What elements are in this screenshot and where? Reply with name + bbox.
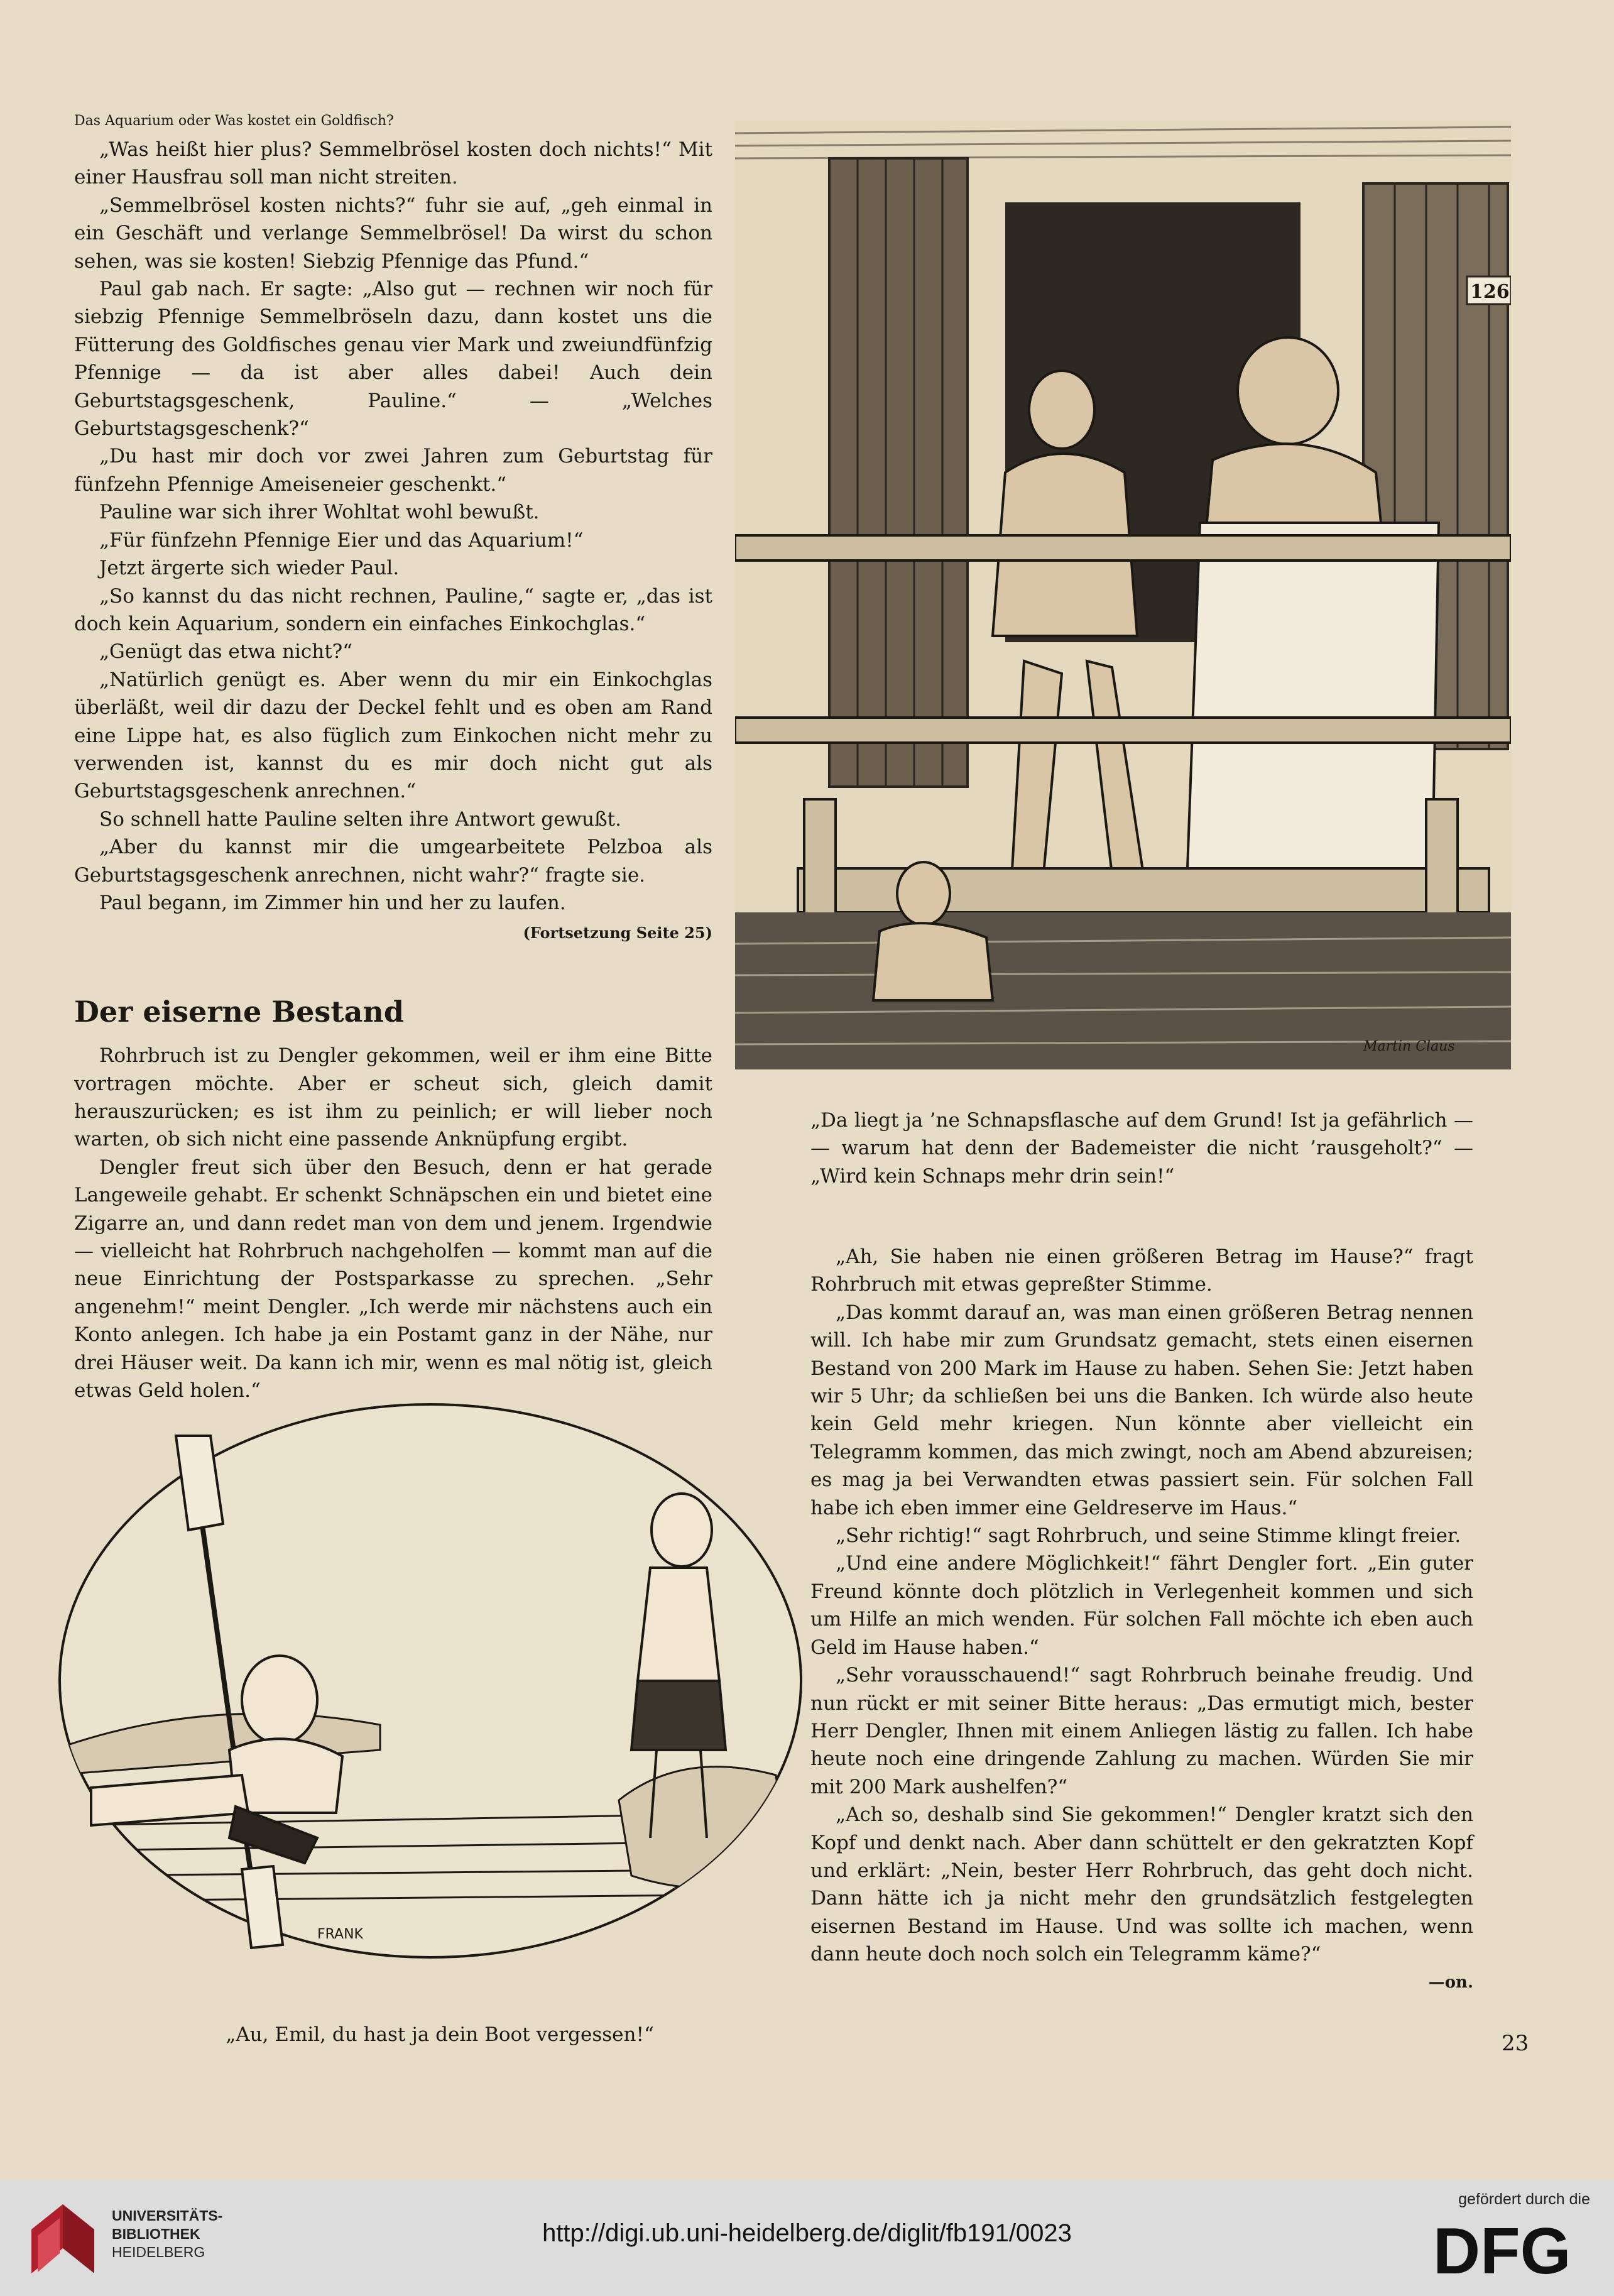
illustration-caption: „Da liegt ja ’ne Schnapsflasche auf dem Grund! Ist ja gefährlich — — warum hat denn der Bademeister die nicht ’rausgeholt?“ — „Wird kein Schnaps mehr drin sein!“	[810, 1109, 1473, 1188]
continuation-note: (Fortsetzung Seite 25)	[523, 924, 712, 943]
article-paragraph: Dengler freut sich über den Besuch, denn er hat gerade Langeweile gehabt. Er schenkt Schnäpschen ein und bietet eine Zigarre an, und dann redet man von dem und jenem. Irgendwie — vielleicht hat Rohrbruch nachgeholfen — kommt man auf die neue Einrichtung der Postsparkasse zu sprechen. „Sehr angenehm!“ meint Dengler. „Ich werde mir nächstens auch ein Konto anlegen. Ich habe ja ein Postamt ganz in der Nähe, nur drei Häuser weit. Da kann ich mir, wenn es mal nötig ist, gleich etwas Geld holen.“	[74, 1156, 712, 1402]
artist-signature: Martin Claus	[1363, 1039, 1455, 1054]
story-paragraph: Jetzt ärgerte sich wieder Paul.	[99, 557, 400, 580]
story-paragraph: „Genügt das etwa nicht?“	[99, 640, 353, 664]
permalink-url[interactable]: http://digi.ub.uni-heidelberg.de/diglit/fb191/0023	[542, 2219, 1072, 2247]
cabin-number: 126	[1470, 281, 1510, 303]
page-number: 23	[1502, 2031, 1529, 2056]
running-header: Das Aquarium oder Was kostet ein Goldfisch?	[74, 113, 394, 129]
article-paragraph: „Sehr richtig!“ sagt Rohrbruch, und seine Stimme klingt freier.	[836, 1524, 1461, 1548]
article-paragraph: „Ah, Sie haben nie einen größeren Betrag im Hause?“ fragt Rohrbruch mit etwas gepreßter Stimme.	[810, 1245, 1473, 1296]
digitization-footer	[0, 2180, 1614, 2296]
story-paragraph: „Für fünfzehn Pfennige Eier und das Aquarium!“	[99, 528, 584, 552]
article-paragraph: „Das kommt darauf an, was man einen größeren Betrag nennen will. Ich habe mir zum Grundsatz gemacht, stets einen eisernen Bestand von 200 Mark im Hause zu haben. Sehen Sie: Jetzt haben wir 5 Uhr; da schließen bei uns die Banken. Ich würde also heute kein Geld mehr kriegen. Nun könnte aber vielleicht ein Telegramm kommen, das mich zwingt, noch am Abend abzureisen; es mag ja bei Verwandten etwas passiert sein. Für solchen Fall habe ich eben immer eine Geldreserve im Haus.“	[810, 1301, 1473, 1519]
story-paragraph: „Aber du kannst mir die umgearbeitete Pelzboa als Geburtstagsgeschenk anrechnen, nicht wahr?“ fragte sie.	[74, 836, 712, 887]
story-paragraph: „Was heißt hier plus? Semmelbrösel kosten doch nichts!“ Mit einer Hausfrau soll man nicht streiten.	[74, 138, 712, 189]
story-paragraph: Paul begann, im Zimmer hin und her zu laufen.	[99, 891, 566, 914]
library-line: UNIVERSITÄTS-	[112, 2207, 223, 2224]
story-paragraph: „Du hast mir doch vor zwei Jahren zum Geburtstag für fünfzehn Pfennige Ameiseneier geschenkt.“	[74, 445, 712, 496]
funder-name: DFG	[1433, 2218, 1571, 2281]
story-paragraph: „Natürlich genügt es. Aber wenn du mir ein Einkochglas überläßt, weil dir dazu der Deckel fehlt und es oben am Rand eine Lippe hat, es also füglich zum Einkochen nicht mehr zu verwenden ist, kannst du es mir doch nicht gut als Geburtstagsgeschenk anrechnen.“	[74, 668, 712, 803]
article-title: Der eiserne Bestand	[74, 994, 404, 1029]
dfg-logo-icon	[1433, 2218, 1590, 2281]
bathing-cabin-illustration	[735, 121, 1511, 1069]
article-paragraph: Rohrbruch ist zu Dengler gekommen, weil er ihm eine Bitte vortragen möchte. Aber er scheut sich, gleich damit herauszurücken; es ist ihm zu peinlich; er will lieber noch warten, ob sich nicht eine passende Anknüpfung ergibt.	[74, 1044, 712, 1151]
library-line: BIBLIOTHEK	[112, 2226, 200, 2242]
article-paragraph: „Ach so, deshalb sind Sie gekommen!“ Dengler kratzt sich den Kopf und denkt nach. Aber dann schüttelt er den gekratzten Kopf und erklärt: „Nein, bester Herr Rohrbruch, das geht doch nicht. Dann hätte ich ja nicht mehr den grundsätzlich festgelegten eisernen Bestand im Hause. Und was sollte ich machen, wenn dann heute doch noch solch ein Telegramm käme?“	[810, 1803, 1473, 1966]
funder-label: gefördert durch die	[1458, 2190, 1590, 2208]
bathing-cabin-drawing	[735, 121, 1511, 1069]
story-paragraph: Pauline war sich ihrer Wohltat wohl bewußt.	[99, 501, 540, 524]
author-signoff: —on.	[1428, 1972, 1473, 1992]
story-paragraph: „So kannst du das nicht rechnen, Pauline,“ sagte er, „das ist doch kein Aquarium, sondern ein einfaches Einkochglas.“	[74, 584, 712, 635]
article-paragraph: „Sehr vorausschauend!“ sagt Rohrbruch beinahe freudig. Und nun rückt er mit seiner Bitte heraus: „Das ermutigt mich, bester Herr Dengler, Ihnen mit einem Anliegen lästig zu fallen. Ich habe heute noch eine dringende Zahlung zu machen. Würden Sie mir mit 200 Mark aushelfen?“	[810, 1664, 1473, 1798]
cartoon-caption: „Au, Emil, du hast ja dein Boot vergessen!“	[226, 2023, 654, 2046]
library-line: HEIDELBERG	[112, 2244, 205, 2260]
left-column	[74, 112, 712, 1404]
article-paragraph: „Und eine andere Möglichkeit!“ fährt Dengler fort. „Ein guter Freund könnte doch plötzlich in Verlegenheit kommen und sich um Hilfe an mich wenden. Für solchen Fall möchte ich eben auch Geld im Hause haben.“	[810, 1552, 1473, 1659]
story-paragraph: „Semmelbrösel kosten nichts?“ fuhr sie auf, „geh einmal in ein Geschäft und verlange Semmelbrösel! Da wirst du schon sehen, was sie kosten! Siebzig Pfennige das Pfund.“	[74, 194, 712, 273]
rowing-cartoon-drawing	[53, 1398, 807, 1964]
story-paragraph: So schnell hatte Pauline selten ihre Antwort gewußt.	[99, 807, 621, 831]
story-paragraph: Paul gab nach. Er sagte: „Also gut — rechnen wir noch für siebzig Pfennige Semmelbröseln dazu, dann kostet uns die Fütterung des Goldfisches genau vier Mark und zweiundfünfzig Pfennige — da ist aber alles dabei! Auch dein Geburtstagsgeschenk, Pauline.“ — „Welches Geburtstagsgeschenk?“	[74, 278, 712, 440]
rowing-cartoon-illustration	[53, 1398, 807, 1964]
artist-signature: FRANK	[317, 1927, 363, 1942]
right-column	[810, 1243, 1473, 1996]
